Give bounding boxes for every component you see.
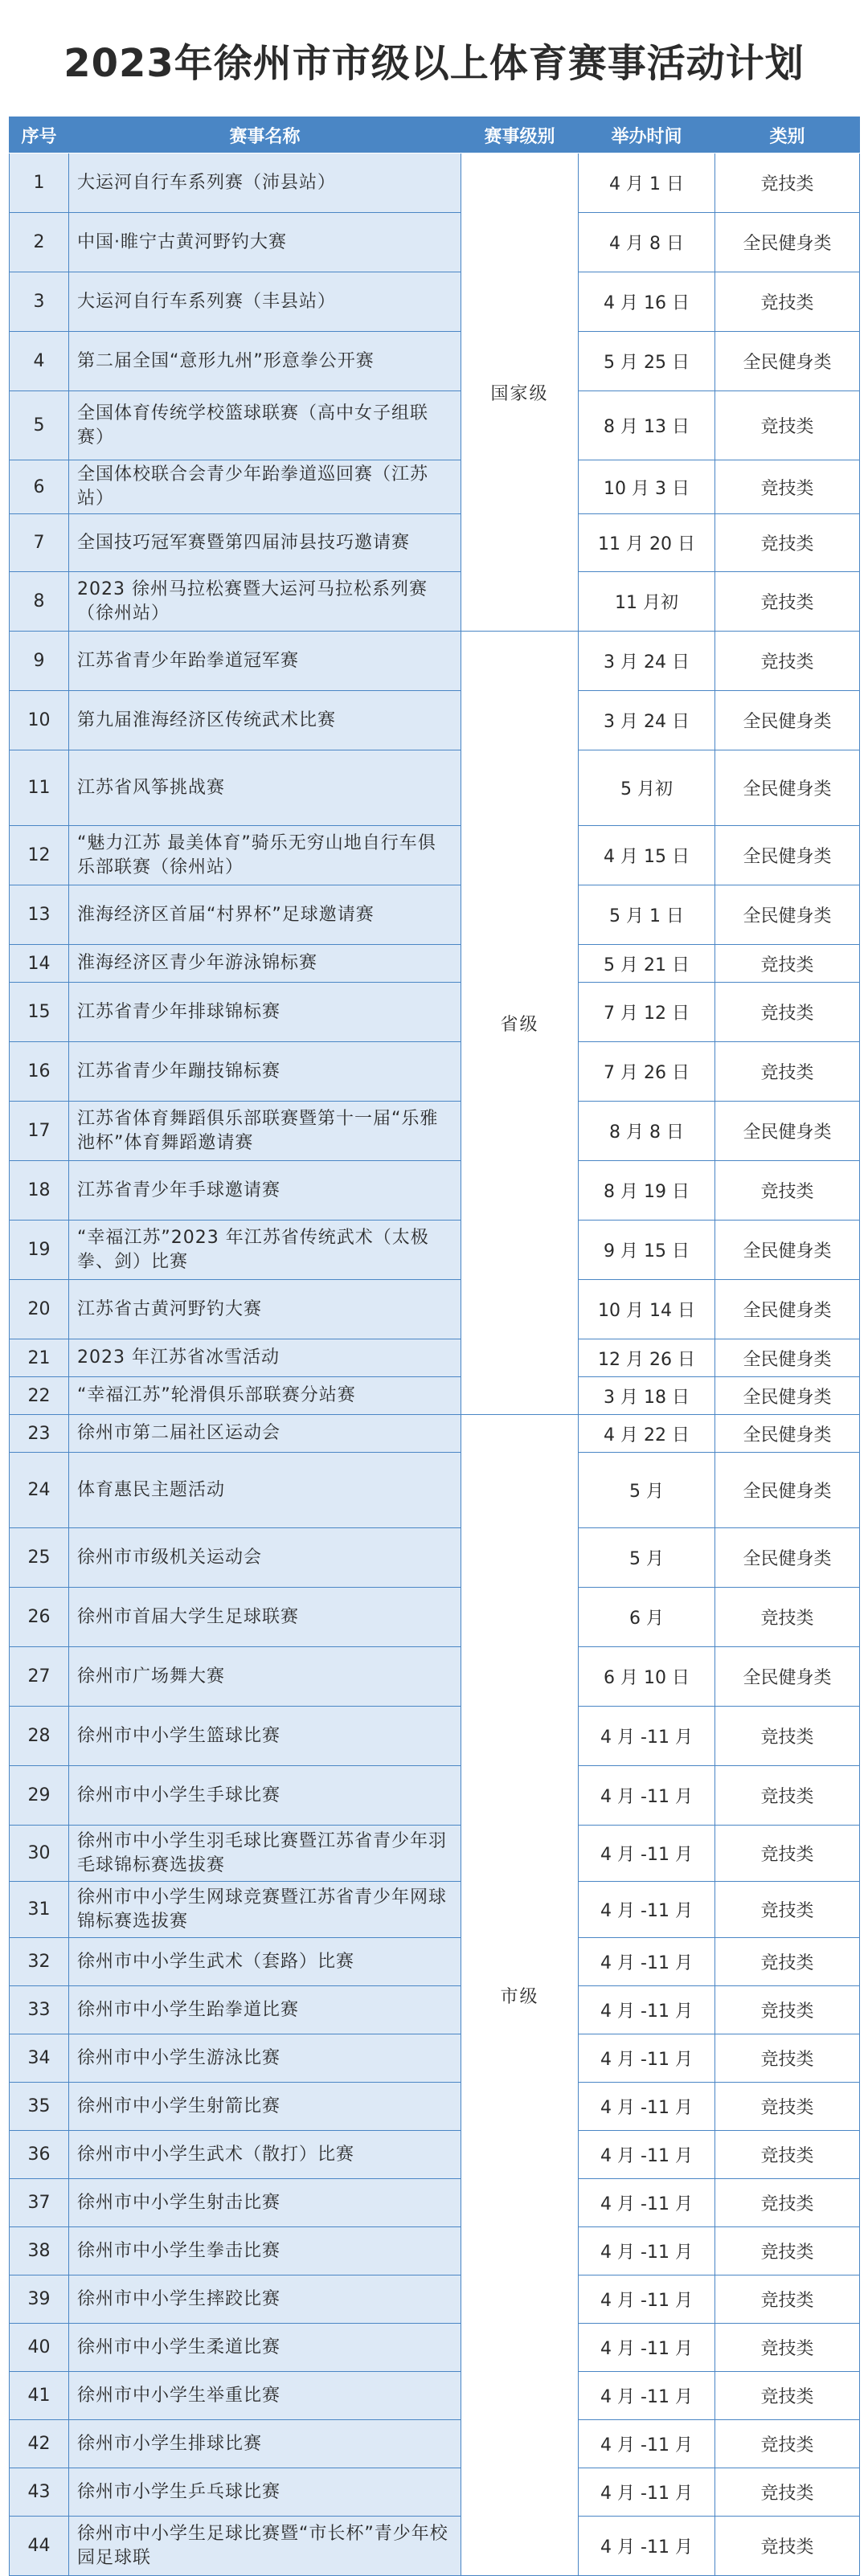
row-number: 38 [10, 2227, 69, 2275]
event-name: 第九届淮海经济区传统武术比赛 [69, 691, 461, 750]
event-name: 江苏省青少年排球锦标赛 [69, 983, 461, 1042]
table-row [10, 1528, 860, 1588]
event-time: 4 月 15 日 [579, 826, 715, 885]
event-name: 徐州市小学生排球比赛 [69, 2420, 461, 2468]
event-name: 徐州市中小学生射击比赛 [69, 2179, 461, 2227]
table-row [10, 153, 860, 213]
event-name: “幸福江苏”轮滑俱乐部联赛分站赛 [69, 1377, 461, 1415]
row-number: 2 [10, 213, 69, 272]
event-time: 4 月 -11 月 [579, 2179, 715, 2227]
event-time: 4 月 -11 月 [579, 1938, 715, 1986]
row-number: 33 [10, 1986, 69, 2034]
event-name: 淮海经济区青少年游泳锦标赛 [69, 945, 461, 983]
table-row [10, 2227, 860, 2275]
row-number: 16 [10, 1042, 69, 1102]
event-name: “幸福江苏”2023 年江苏省传统武术（太极拳、剑）比赛 [69, 1221, 461, 1280]
row-number: 24 [10, 1453, 69, 1528]
event-time: 5 月 [579, 1453, 715, 1528]
table-row [10, 826, 860, 885]
table-row [10, 1882, 860, 1938]
table-row [10, 1647, 860, 1707]
event-name: 徐州市中小学生摔跤比赛 [69, 2275, 461, 2324]
event-time: 3 月 18 日 [579, 1377, 715, 1415]
header-name: 赛事名称 [69, 117, 461, 153]
event-time: 4 月 -11 月 [579, 2372, 715, 2420]
event-name: 徐州市中小学生柔道比赛 [69, 2324, 461, 2372]
event-category: 全民健身类 [715, 885, 860, 945]
row-number: 7 [10, 514, 69, 572]
event-time: 10 月 3 日 [579, 460, 715, 514]
event-time: 4 月 -11 月 [579, 2131, 715, 2179]
event-time: 4 月 -11 月 [579, 1707, 715, 1766]
event-name: 徐州市中小学生手球比赛 [69, 1766, 461, 1826]
event-category: 竞技类 [715, 2131, 860, 2179]
row-number: 37 [10, 2179, 69, 2227]
event-category: 全民健身类 [715, 1280, 860, 1339]
event-name: 徐州市中小学生游泳比赛 [69, 2034, 461, 2083]
event-name: “魅力江苏 最美体育”骑乐无穷山地自行车俱乐部联赛（徐州站） [69, 826, 461, 885]
event-category: 全民健身类 [715, 1528, 860, 1588]
table-row [10, 272, 860, 332]
event-time: 3 月 24 日 [579, 691, 715, 750]
table-row [10, 1588, 860, 1647]
event-time: 4 月 1 日 [579, 153, 715, 213]
row-number: 8 [10, 572, 69, 632]
event-name: 徐州市首届大学生足球联赛 [69, 1588, 461, 1647]
table-row [10, 1707, 860, 1766]
event-category: 全民健身类 [715, 1102, 860, 1161]
event-name: 徐州市市级机关运动会 [69, 1528, 461, 1588]
table-row [10, 2179, 860, 2227]
event-name: 徐州市第二届社区运动会 [69, 1415, 461, 1453]
table-row [10, 332, 860, 391]
event-time: 8 月 19 日 [579, 1161, 715, 1221]
event-level: 市级 [461, 1415, 579, 2576]
table-row [10, 1938, 860, 1986]
event-time: 4 月 -11 月 [579, 1826, 715, 1882]
page-title: 2023年徐州市市级以上体育赛事活动计划 [63, 41, 805, 86]
event-category: 竞技类 [715, 1588, 860, 1647]
event-name: 江苏省青少年手球邀请赛 [69, 1161, 461, 1221]
event-category: 竞技类 [715, 2083, 860, 2131]
event-time: 6 月 [579, 1588, 715, 1647]
event-name: 大运河自行车系列赛（丰县站） [69, 272, 461, 332]
event-name: 徐州市中小学生羽毛球比赛暨江苏省青少年羽毛球锦标赛选拔赛 [69, 1826, 461, 1882]
event-time: 5 月 1 日 [579, 885, 715, 945]
row-number: 43 [10, 2468, 69, 2517]
row-number: 14 [10, 945, 69, 983]
row-number: 27 [10, 1647, 69, 1707]
event-name: 徐州市中小学生跆拳道比赛 [69, 1986, 461, 2034]
table-row [10, 1102, 860, 1161]
event-name: 徐州市中小学生网球竞赛暨江苏省青少年网球锦标赛选拔赛 [69, 1882, 461, 1938]
row-number: 25 [10, 1528, 69, 1588]
event-category: 竞技类 [715, 1707, 860, 1766]
header-category: 类别 [715, 117, 860, 153]
row-number: 28 [10, 1707, 69, 1766]
event-name: 第二届全国“意形九州”形意拳公开赛 [69, 332, 461, 391]
table-row [10, 1339, 860, 1377]
event-name: 全国体校联合会青少年跆拳道巡回赛（江苏站） [69, 460, 461, 514]
row-number: 13 [10, 885, 69, 945]
row-number: 19 [10, 1221, 69, 1280]
event-time: 4 月 -11 月 [579, 2275, 715, 2324]
event-name: 徐州市中小学生射箭比赛 [69, 2083, 461, 2131]
event-time: 7 月 26 日 [579, 1042, 715, 1102]
event-category: 竞技类 [715, 1938, 860, 1986]
event-category: 竞技类 [715, 391, 860, 460]
table-row [10, 2275, 860, 2324]
event-name: 中国·睢宁古黄河野钓大赛 [69, 213, 461, 272]
event-category: 全民健身类 [715, 213, 860, 272]
row-number: 39 [10, 2275, 69, 2324]
table-row [10, 1221, 860, 1280]
header-level: 赛事级别 [461, 117, 579, 153]
row-number: 22 [10, 1377, 69, 1415]
event-category: 竞技类 [715, 572, 860, 632]
event-time: 5 月 25 日 [579, 332, 715, 391]
event-category: 全民健身类 [715, 826, 860, 885]
event-category: 全民健身类 [715, 750, 860, 826]
event-category: 竞技类 [715, 1161, 860, 1221]
table-row [10, 2517, 860, 2576]
row-number: 44 [10, 2517, 69, 2576]
row-number: 10 [10, 691, 69, 750]
event-category: 竞技类 [715, 2275, 860, 2324]
event-category: 全民健身类 [715, 1453, 860, 1528]
event-category: 竞技类 [715, 153, 860, 213]
row-number: 32 [10, 1938, 69, 1986]
table-row [10, 2034, 860, 2083]
table-row [10, 1766, 860, 1826]
table-row [10, 2324, 860, 2372]
event-time: 4 月 8 日 [579, 213, 715, 272]
table-row [10, 572, 860, 632]
row-number: 30 [10, 1826, 69, 1882]
table-row [10, 1453, 860, 1528]
event-category: 竞技类 [715, 2324, 860, 2372]
event-name: 江苏省体育舞蹈俱乐部联赛暨第十一届“乐雅池杯”体育舞蹈邀请赛 [69, 1102, 461, 1161]
table-row [10, 1826, 860, 1882]
table-row [10, 945, 860, 983]
table-row [10, 632, 860, 691]
event-time: 3 月 24 日 [579, 632, 715, 691]
event-category: 竞技类 [715, 983, 860, 1042]
event-level: 国家级 [461, 153, 579, 632]
event-name: 江苏省古黄河野钓大赛 [69, 1280, 461, 1339]
row-number: 3 [10, 272, 69, 332]
table-row [10, 1415, 860, 1453]
table-row [10, 691, 860, 750]
row-number: 11 [10, 750, 69, 826]
event-category: 竞技类 [715, 2420, 860, 2468]
row-number: 26 [10, 1588, 69, 1647]
event-category: 竞技类 [715, 2227, 860, 2275]
event-level: 省级 [461, 632, 579, 1415]
event-category: 竞技类 [715, 272, 860, 332]
header-time: 举办时间 [579, 117, 715, 153]
event-time: 4 月 -11 月 [579, 1882, 715, 1938]
event-category: 竞技类 [715, 1826, 860, 1882]
event-category: 全民健身类 [715, 1415, 860, 1453]
row-number: 4 [10, 332, 69, 391]
event-category: 竞技类 [715, 2179, 860, 2227]
event-name: 徐州市中小学生举重比赛 [69, 2372, 461, 2420]
event-name: 徐州市中小学生足球比赛暨“市长杯”青少年校园足球联 [69, 2517, 461, 2576]
row-number: 18 [10, 1161, 69, 1221]
table-row [10, 1377, 860, 1415]
event-name: 淮海经济区首届“村界杯”足球邀请赛 [69, 885, 461, 945]
table-row [10, 885, 860, 945]
table-body [10, 153, 860, 2576]
event-category: 竞技类 [715, 1766, 860, 1826]
row-number: 6 [10, 460, 69, 514]
table-row [10, 2131, 860, 2179]
table-header-row [10, 117, 860, 153]
event-category: 竞技类 [715, 2468, 860, 2517]
event-category: 全民健身类 [715, 1221, 860, 1280]
event-time: 4 月 16 日 [579, 272, 715, 332]
table-row [10, 1042, 860, 1102]
event-category: 竞技类 [715, 632, 860, 691]
event-time: 4 月 -11 月 [579, 2324, 715, 2372]
table-row [10, 2468, 860, 2517]
event-time: 5 月初 [579, 750, 715, 826]
event-category: 全民健身类 [715, 1377, 860, 1415]
table-row [10, 460, 860, 514]
event-category: 竞技类 [715, 1882, 860, 1938]
row-number: 36 [10, 2131, 69, 2179]
event-name: 2023 徐州马拉松赛暨大运河马拉松系列赛（徐州站） [69, 572, 461, 632]
table-row [10, 2420, 860, 2468]
event-category: 竞技类 [715, 2517, 860, 2576]
table-row [10, 391, 860, 460]
event-time: 12 月 26 日 [579, 1339, 715, 1377]
event-time: 4 月 -11 月 [579, 2227, 715, 2275]
event-name: 江苏省青少年蹦技锦标赛 [69, 1042, 461, 1102]
event-name: 徐州市中小学生篮球比赛 [69, 1707, 461, 1766]
event-time: 8 月 13 日 [579, 391, 715, 460]
event-name: 徐州市小学生乒乓球比赛 [69, 2468, 461, 2517]
event-name: 徐州市广场舞大赛 [69, 1647, 461, 1707]
event-time: 6 月 10 日 [579, 1647, 715, 1707]
row-number: 15 [10, 983, 69, 1042]
event-category: 竞技类 [715, 1042, 860, 1102]
row-number: 21 [10, 1339, 69, 1377]
event-time: 4 月 -11 月 [579, 2034, 715, 2083]
event-name: 江苏省青少年跆拳道冠军赛 [69, 632, 461, 691]
event-time: 4 月 -11 月 [579, 1766, 715, 1826]
event-category: 竞技类 [715, 460, 860, 514]
event-time: 10 月 14 日 [579, 1280, 715, 1339]
event-time: 5 月 [579, 1528, 715, 1588]
event-name: 江苏省风筝挑战赛 [69, 750, 461, 826]
event-category: 竞技类 [715, 2034, 860, 2083]
event-category: 竞技类 [715, 1986, 860, 2034]
row-number: 17 [10, 1102, 69, 1161]
event-category: 全民健身类 [715, 691, 860, 750]
event-name: 大运河自行车系列赛（沛县站） [69, 153, 461, 213]
event-category: 竞技类 [715, 945, 860, 983]
row-number: 29 [10, 1766, 69, 1826]
event-time: 4 月 -11 月 [579, 2083, 715, 2131]
row-number: 35 [10, 2083, 69, 2131]
event-category: 竞技类 [715, 2372, 860, 2420]
table-row [10, 983, 860, 1042]
table-row [10, 1161, 860, 1221]
event-category: 全民健身类 [715, 1647, 860, 1707]
event-time: 4 月 -11 月 [579, 2517, 715, 2576]
event-name: 徐州市中小学生武术（散打）比赛 [69, 2131, 461, 2179]
event-name: 徐州市中小学生武术（套路）比赛 [69, 1938, 461, 1986]
event-time: 11 月初 [579, 572, 715, 632]
event-name: 徐州市中小学生拳击比赛 [69, 2227, 461, 2275]
table-row [10, 514, 860, 572]
row-number: 34 [10, 2034, 69, 2083]
table-row [10, 2083, 860, 2131]
event-time: 4 月 -11 月 [579, 1986, 715, 2034]
row-number: 1 [10, 153, 69, 213]
header-num: 序号 [10, 117, 69, 153]
event-category: 全民健身类 [715, 1339, 860, 1377]
event-name: 全国体育传统学校篮球联赛（高中女子组联赛） [69, 391, 461, 460]
event-time: 4 月 22 日 [579, 1415, 715, 1453]
row-number: 12 [10, 826, 69, 885]
event-time: 4 月 -11 月 [579, 2468, 715, 2517]
event-time: 9 月 15 日 [579, 1221, 715, 1280]
row-number: 20 [10, 1280, 69, 1339]
row-number: 42 [10, 2420, 69, 2468]
table-row [10, 2372, 860, 2420]
event-time: 11 月 20 日 [579, 514, 715, 572]
event-time: 5 月 21 日 [579, 945, 715, 983]
event-category: 竞技类 [715, 514, 860, 572]
event-time: 8 月 8 日 [579, 1102, 715, 1161]
row-number: 5 [10, 391, 69, 460]
row-number: 31 [10, 1882, 69, 1938]
event-category: 全民健身类 [715, 332, 860, 391]
row-number: 9 [10, 632, 69, 691]
event-name: 体育惠民主题活动 [69, 1453, 461, 1528]
event-time: 4 月 -11 月 [579, 2420, 715, 2468]
event-time: 7 月 12 日 [579, 983, 715, 1042]
event-name: 全国技巧冠军赛暨第四届沛县技巧邀请赛 [69, 514, 461, 572]
table-row [10, 1986, 860, 2034]
event-schedule-table [9, 117, 860, 2576]
event-name: 2023 年江苏省冰雪活动 [69, 1339, 461, 1377]
row-number: 23 [10, 1415, 69, 1453]
row-number: 40 [10, 2324, 69, 2372]
table-row [10, 213, 860, 272]
table-row [10, 1280, 860, 1339]
table-row [10, 750, 860, 826]
row-number: 41 [10, 2372, 69, 2420]
